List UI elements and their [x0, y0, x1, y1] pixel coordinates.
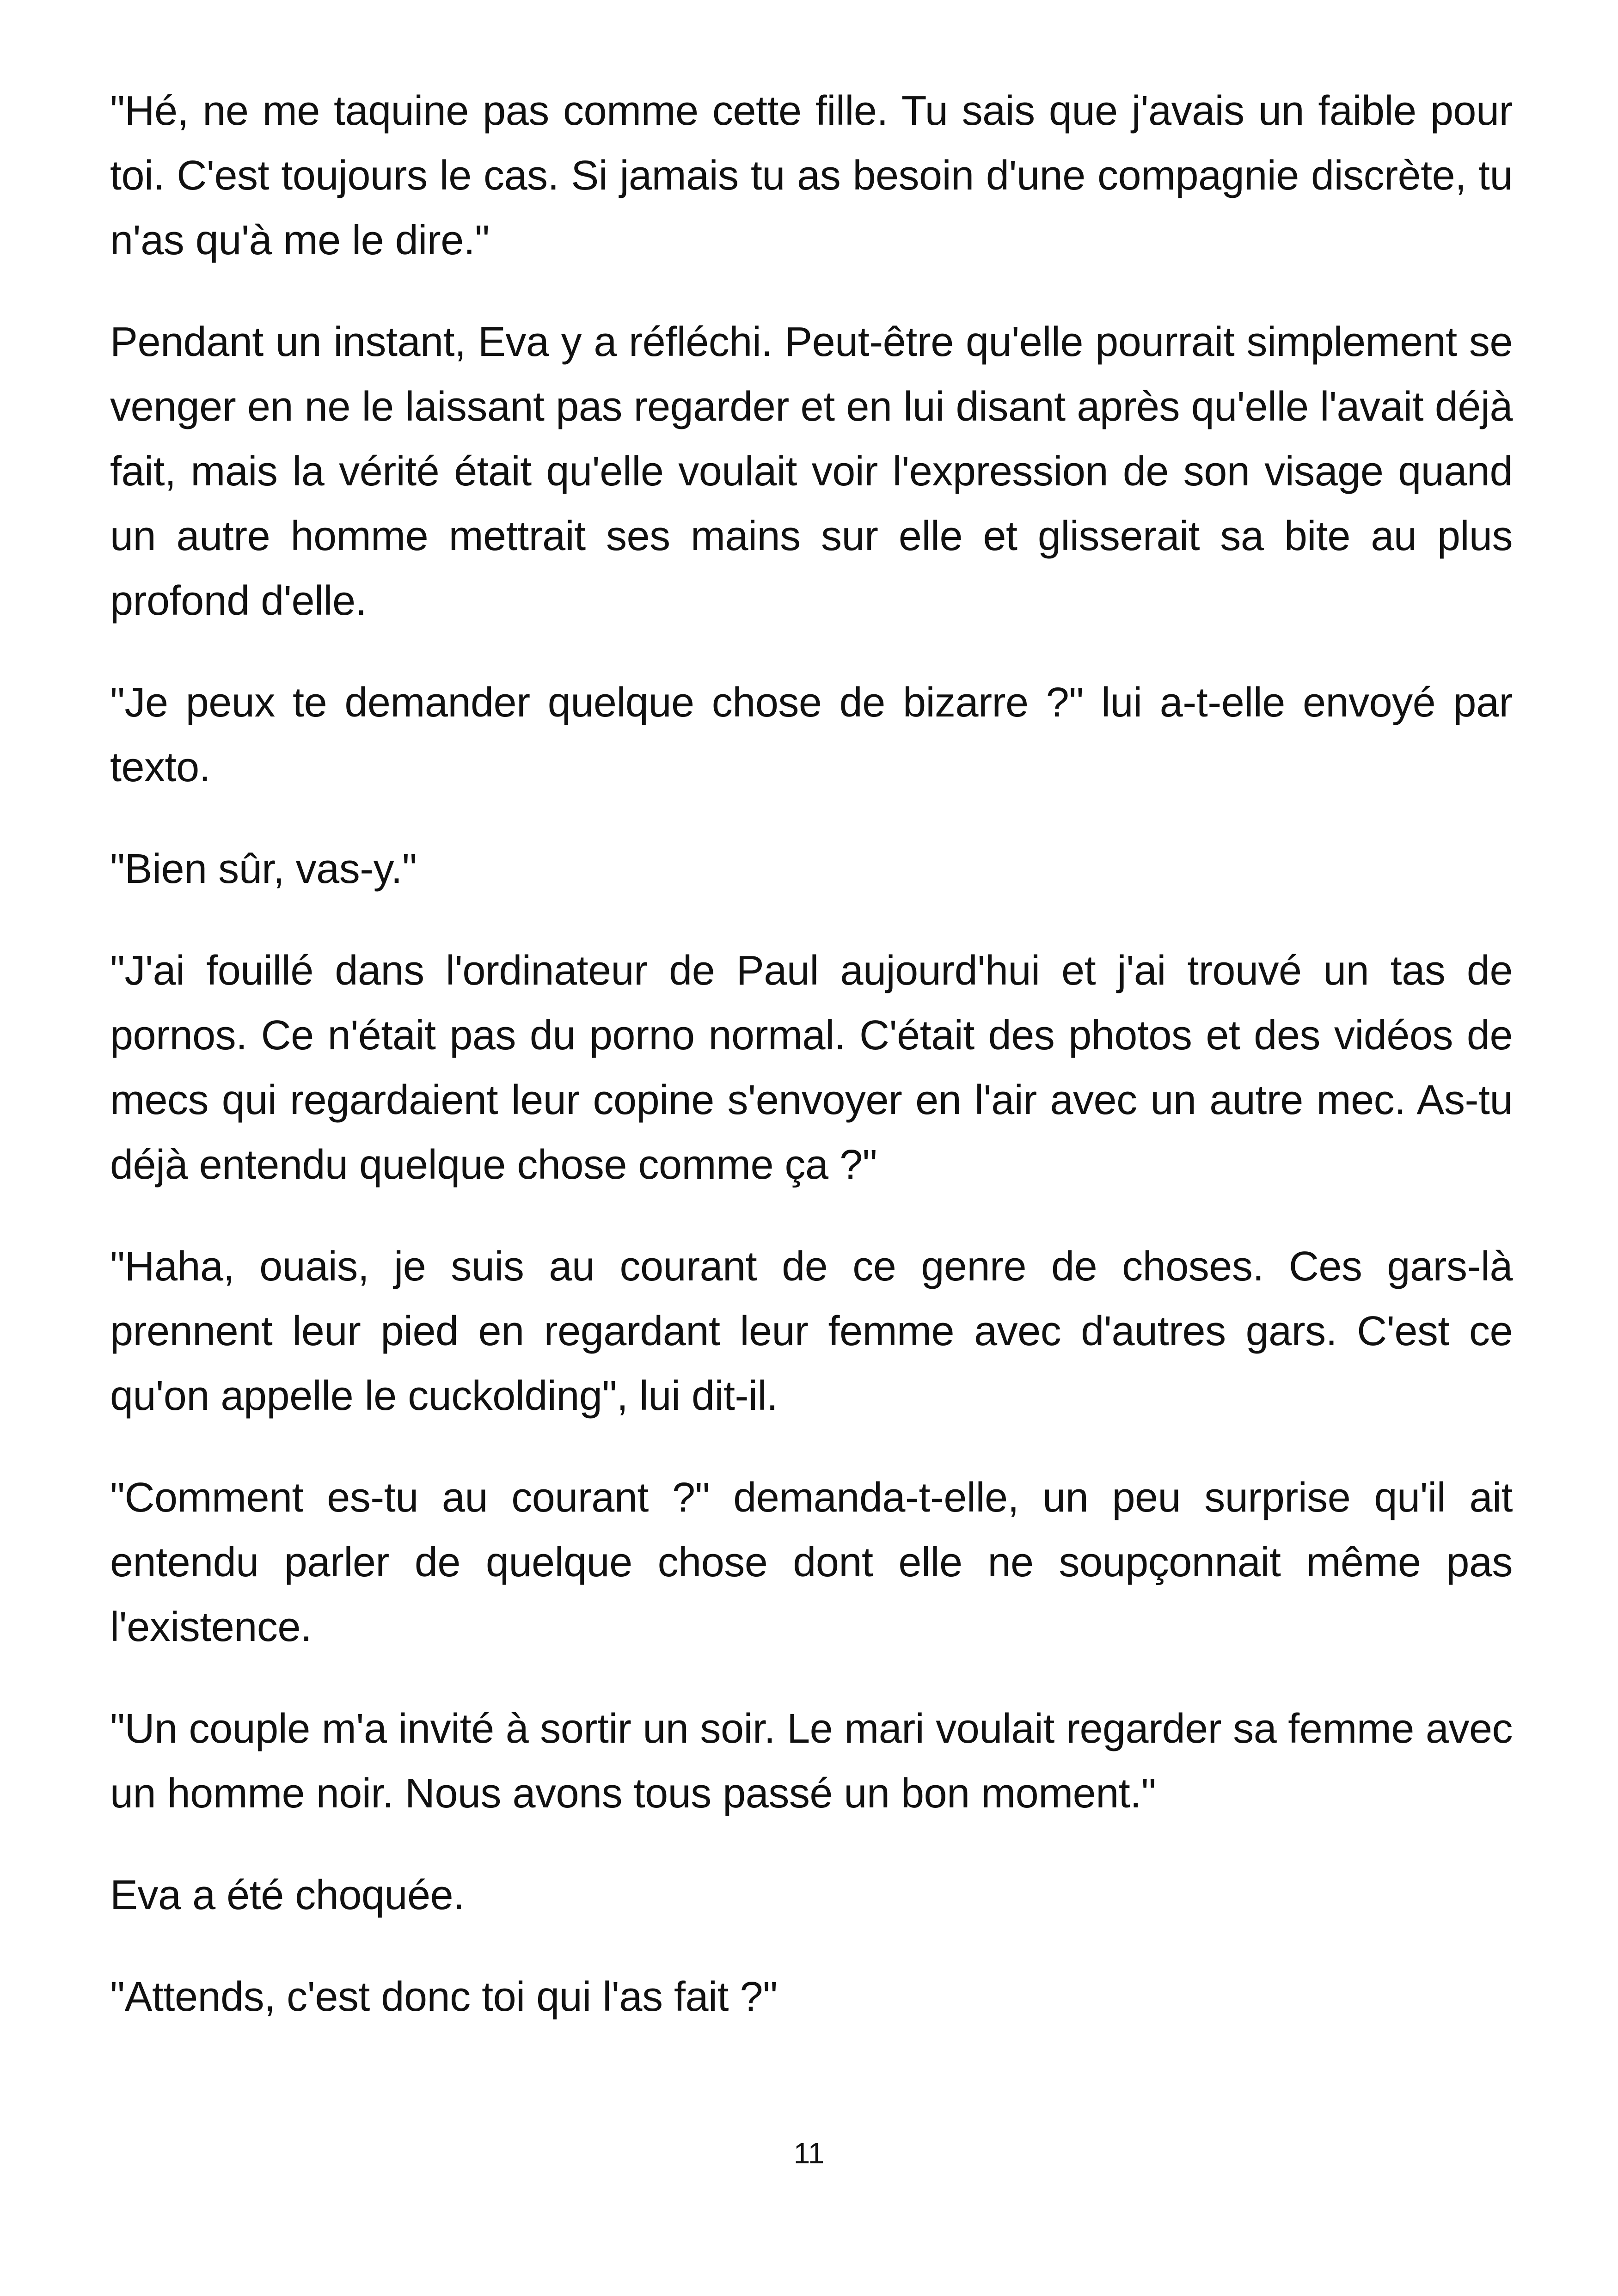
paragraph-1: "Hé, ne me taquine pas comme cette fille. Tu sais que j'avais un faible pour toi. C'est toujours le cas. Si jamais tu as besoin d'une compagnie discrète, tu n'as qu'à me le dire." [110, 88, 1513, 263]
paragraph-9: Eva a été choquée. [110, 1872, 465, 1918]
body-text [110, 79, 1513, 2066]
paragraph-6: "Haha, ouais, je suis au courant de ce genre de choses. Ces gars-là prennent leur pied en regardant leur femme avec d'autres gars. C'est ce qu'on appelle le cuckolding", lui dit-il. [110, 1243, 1513, 1419]
paragraph-2: Pendant un instant, Eva y a réfléchi. Peut-être qu'elle pourrait simplement se venger en ne le laissant pas regarder et en lui disant après qu'elle l'avait déjà fait, mais la vérité était qu'elle voulait voir l'expression de son visage quand un autre homme mettrait ses mains sur elle et glisserait sa bite au plus profond d'elle. [110, 319, 1513, 624]
paragraph-7: "Comment es-tu au courant ?" demanda-t-elle, un peu surprise qu'il ait entendu parler de quelque chose dont elle ne soupçonnait même pas l'existence. [110, 1475, 1513, 1650]
paragraph-4: "Bien sûr, vas-y." [110, 846, 417, 892]
paragraph-3: "Je peux te demander quelque chose de bizarre ?" lui a-t-elle envoyé par texto. [110, 680, 1513, 790]
paragraph-5: "J'ai fouillé dans l'ordinateur de Paul aujourd'hui et j'ai trouvé un tas de pornos. Ce n'était pas du porno normal. C'était des photos et des vidéos de mecs qui regardaient leur copine s'envoyer en l'air avec un autre mec. As-tu déjà entendu quelque chose comme ça ?" [110, 948, 1513, 1188]
paragraph-10: "Attends, c'est donc toi qui l'as fait ?" [110, 1974, 778, 2020]
paragraph-8: "Un couple m'a invité à sortir un soir. Le mari voulait regarder sa femme avec un homme noir. Nous avons tous passé un bon moment." [110, 1706, 1513, 1817]
page-number: 11 [793, 2137, 825, 2170]
